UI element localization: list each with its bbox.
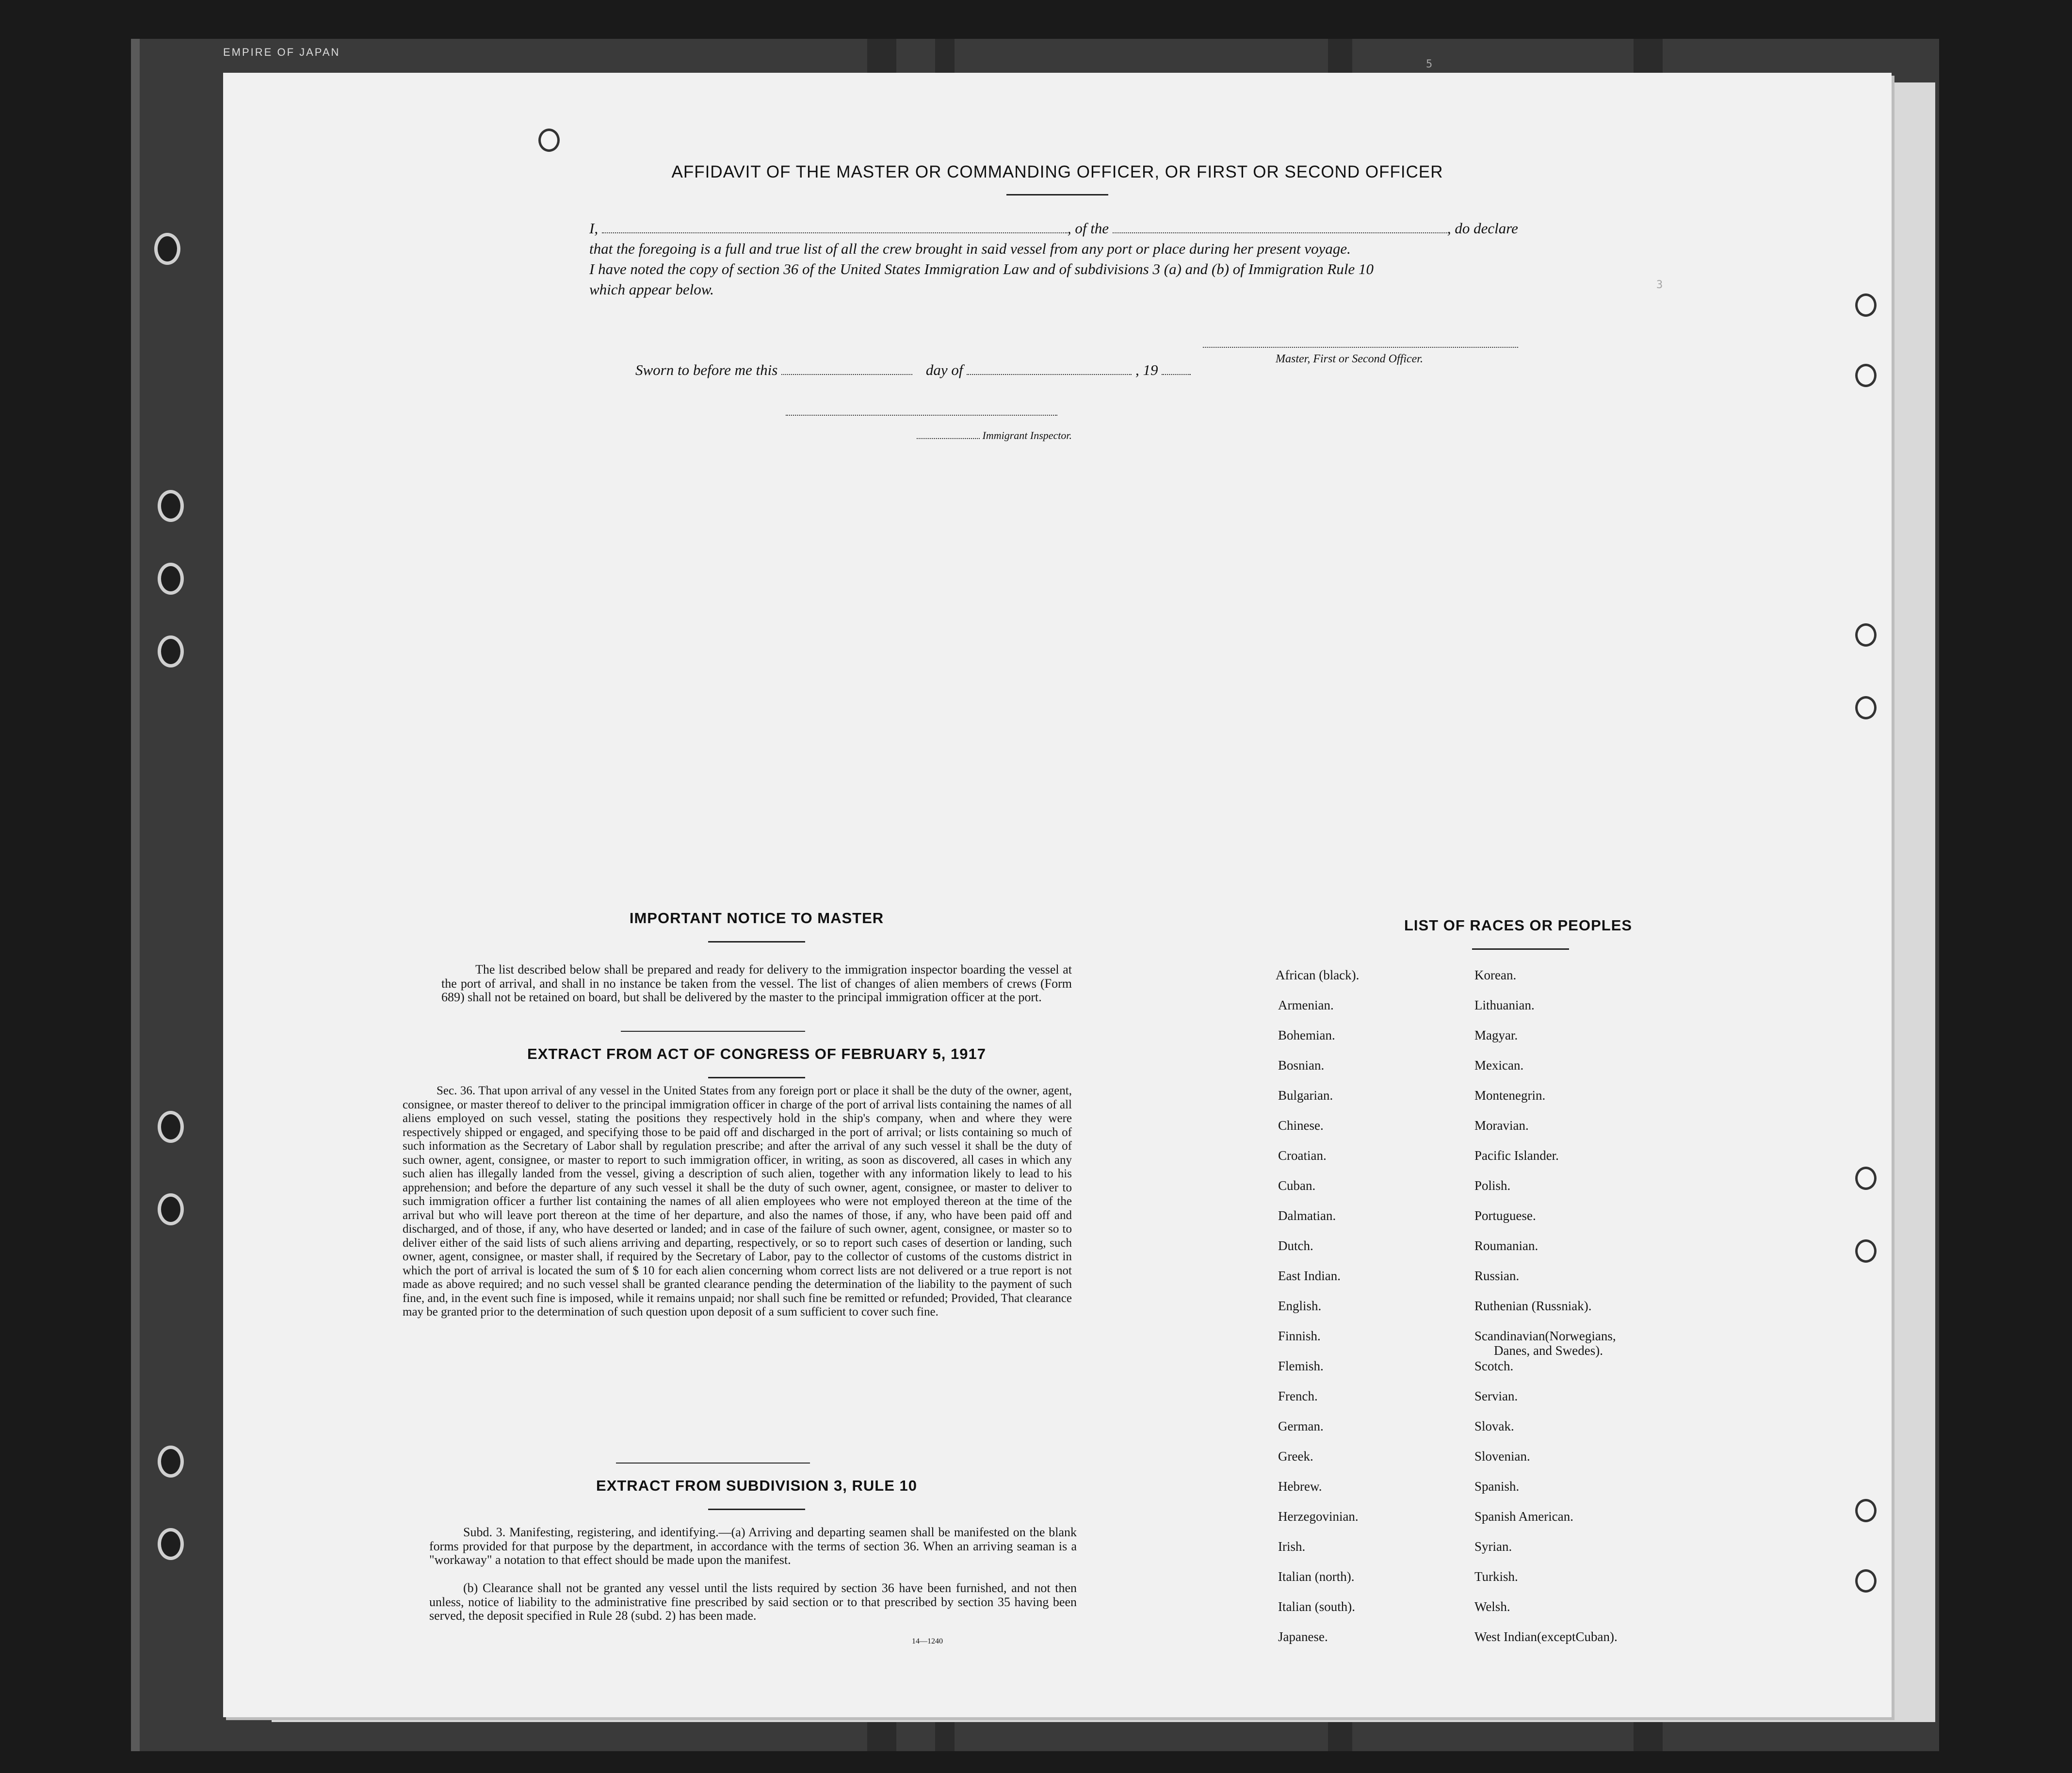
inspector-signature-line[interactable] — [786, 415, 1057, 416]
race-item: Flemish. — [1278, 1359, 1324, 1373]
notice-text: The list described below shall be prepared and ready for delivery to the immigration inspector boarding the vessel at the port of arrival, and shall in no instance be taken from the vessel. The list of changes of alien members of crews (Form 689) shall not be retained on board, but shall be delivered by the master to the principal immigration officer at the port. — [441, 962, 1072, 1004]
document-page — [223, 58, 1892, 1717]
race-item: Syrian. — [1474, 1539, 1512, 1554]
race-item: Turkish. — [1474, 1569, 1518, 1584]
race-item: Polish. — [1474, 1178, 1511, 1193]
race-item: Italian (north). — [1278, 1569, 1355, 1584]
race-item: Ruthenian (Russniak). — [1474, 1299, 1592, 1313]
race-item: West Indian(exceptCuban). — [1474, 1629, 1618, 1644]
races-title: LIST OF RACES OR PEOPLES — [1404, 917, 1633, 934]
punch-hole — [158, 635, 184, 667]
master-label: Master, First or Second Officer. — [1276, 353, 1423, 365]
race-item: Welsh. — [1474, 1599, 1510, 1614]
race-item: Russian. — [1474, 1269, 1520, 1283]
inspector-label-text: Immigrant Inspector. — [982, 429, 1072, 441]
form-number: 14—1240 — [912, 1637, 943, 1645]
race-item: Bohemian. — [1278, 1028, 1335, 1042]
divider — [708, 1509, 805, 1510]
sworn-day-field[interactable] — [781, 374, 912, 375]
race-item: Lithuanian. — [1474, 998, 1535, 1012]
punch-hole — [158, 1193, 184, 1225]
inspector-dots — [917, 438, 980, 439]
race-item: Japanese. — [1278, 1629, 1328, 1644]
punch-hole — [1855, 1239, 1877, 1263]
race-item: Spanish American. — [1474, 1509, 1573, 1524]
race-item: Servian. — [1474, 1389, 1518, 1403]
punch-hole — [1855, 623, 1877, 647]
sworn-line — [635, 361, 1191, 379]
affidavit-i: I, — [589, 220, 599, 237]
punch-hole — [1855, 364, 1877, 387]
race-item: African (black). — [1276, 968, 1360, 982]
year-label: , 19 — [1135, 361, 1158, 378]
affidavit-declare: , do declare — [1447, 220, 1518, 237]
race-item: Scotch. — [1474, 1359, 1514, 1373]
punch-hole — [158, 563, 184, 595]
punch-hole — [154, 233, 180, 265]
notice-title: IMPORTANT NOTICE TO MASTER — [629, 910, 884, 927]
race-item: Pacific Islander. — [1474, 1148, 1559, 1163]
race-item: Italian (south). — [1278, 1599, 1355, 1614]
extract-act-text: Sec. 36. That upon arrival of any vessel in the United States from any foreign port or place it shall be the duty of the owner, agent, consignee, or master thereof to deliver to the principal immigration officer in charge of the port of arrival lists containing the names of all aliens employed on such vessel, stating the positions they respectively hold in the ship's company, when and where they were respectively shipped or engaged, and specifying those to be paid off and discharged in the port of arrival; or lists containing so much of such information as the Secretary of Labor shall by regulation prescribe; and after the arrival of any such vessel it shall be the duty of such owner, agent, consignee, or master to report to such immigration officer, in writing, as soon as discovered, all cases in which any such alien has illegally landed from the vessel, giving a description of such alien, together with any information likely to lead to his apprehension; and before the departure of any such vessel it shall be the duty of such owner, agent, consignee, or master to deliver to such immigration officer a further list containing the names of all alien employees who were not employed thereon at the time of the arrival but who will leave port thereon at the time of her departure, and also the names of those, if any, who have been paid off and discharged, and of those, if any, who have deserted or landed; and in case of the failure of such owner, agent, consignee, or master so to deliver either of the said lists of such aliens arriving and departing, respectively, or so to report such cases of desertion or landing, such owner, agent, consignee, or master shall, if required by the Secretary of Labor, pay to the collector of customs of the customs district in which the port of arrival is located the sum of $ 10 for each alien concerning whom correct lists are not delivered or a true report is not made as above required; and no such vessel shall be granted clearance pending the determination of the liability to the payment of such fine, and, in the event such fine is imposed, while it remains unpaid; nor shall such fine be remitted or refunded; Provided, That clearance may be granted prior to the determination of such question upon deposit of a sum sufficient to cover such fine. — [403, 1084, 1072, 1318]
affidavit-line: which appear below. — [589, 281, 714, 298]
vessel-field[interactable] — [1113, 232, 1447, 233]
affidavit-line: that the foregoing is a full and true list of all the crew brought in said vessel from any port or place during her present voyage. — [589, 240, 1351, 257]
race-item: Moravian. — [1474, 1118, 1529, 1133]
affidavit-title: AFFIDAVIT OF THE MASTER OR COMMANDING OFFICER, OR FIRST OR SECOND OFFICER — [671, 163, 1443, 181]
divider — [708, 1077, 805, 1078]
punch-hole — [1855, 1167, 1877, 1190]
race-item: East Indian. — [1278, 1269, 1341, 1283]
affidavit-of-the: , of the — [1067, 220, 1109, 237]
race-item: Hebrew. — [1278, 1479, 1322, 1494]
day-of-label: day of — [925, 361, 963, 378]
sworn-year-field[interactable] — [1162, 374, 1191, 375]
name-field[interactable] — [602, 232, 1068, 233]
punch-hole — [158, 1528, 184, 1560]
punch-hole — [1855, 1499, 1877, 1522]
race-item: Danes, and Swedes). — [1494, 1343, 1603, 1358]
race-item: Spanish. — [1474, 1479, 1520, 1494]
race-item: Mexican. — [1474, 1058, 1524, 1073]
affidavit-body — [589, 218, 1530, 300]
punch-hole — [158, 1446, 184, 1478]
punch-hole — [158, 1111, 184, 1143]
race-item: Slovenian. — [1474, 1449, 1530, 1464]
race-item: Croatian. — [1278, 1148, 1327, 1163]
race-item: Cuban. — [1278, 1178, 1316, 1193]
race-item: Scandinavian(Norwegians, — [1474, 1329, 1616, 1343]
punch-hole — [1855, 1569, 1877, 1593]
race-item: Dutch. — [1278, 1238, 1313, 1253]
race-item: Bosnian. — [1278, 1058, 1325, 1073]
race-item: Bulgarian. — [1278, 1088, 1333, 1103]
sworn-label: Sworn to before me this — [635, 361, 778, 378]
divider — [1472, 948, 1569, 950]
race-item: Magyar. — [1474, 1028, 1518, 1042]
sworn-month-field[interactable] — [967, 374, 1132, 375]
extract-rule-text-b: (b) Clearance shall not be granted any vessel until the lists required by section 36 have been furnished, and not then unless, notice of liability to the administrative fine prescribed by said section or to that prescribed by section 35 having been served, the deposit specified in Rule 28 (subd. 2) has been made. — [429, 1581, 1077, 1623]
master-signature-line[interactable] — [1203, 347, 1518, 348]
race-item: English. — [1278, 1299, 1322, 1313]
race-item: Dalmatian. — [1278, 1208, 1336, 1223]
divider — [621, 1031, 805, 1032]
race-item: Finnish. — [1278, 1329, 1321, 1343]
race-item: Montenegrin. — [1474, 1088, 1546, 1103]
punch-hole — [538, 129, 560, 152]
punch-hole — [158, 490, 184, 522]
divider — [616, 1463, 810, 1464]
race-item: Korean. — [1474, 968, 1517, 982]
punch-hole — [1855, 293, 1877, 317]
race-item: French. — [1278, 1389, 1318, 1403]
divider — [1006, 194, 1108, 195]
extract-rule-title: EXTRACT FROM SUBDIVISION 3, RULE 10 — [596, 1477, 917, 1494]
race-item: Slovak. — [1474, 1419, 1514, 1433]
inspector-label — [917, 429, 1072, 442]
race-item: Roumanian. — [1474, 1238, 1538, 1253]
race-item: Greek. — [1278, 1449, 1313, 1464]
extract-act-title: EXTRACT FROM ACT OF CONGRESS OF FEBRUARY 5, 1917 — [527, 1045, 986, 1062]
race-item: Portuguese. — [1474, 1208, 1536, 1223]
affidavit-line: I have noted the copy of section 36 of the United States Immigration Law and of subdivisions 3 (a) and (b) of Immigration Rule 10 — [589, 260, 1374, 277]
race-item: German. — [1278, 1419, 1324, 1433]
header-strip: EMPIRE OF JAPAN — [223, 46, 340, 58]
divider — [708, 941, 805, 943]
punch-hole — [1855, 696, 1877, 719]
bleed-through-mark: 5 — [1426, 58, 1433, 70]
race-item: Chinese. — [1278, 1118, 1324, 1133]
bleed-through-mark: 3 — [1656, 279, 1663, 291]
race-item: Irish. — [1278, 1539, 1306, 1554]
race-item: Herzegovinian. — [1278, 1509, 1359, 1524]
extract-rule-text-a: Subd. 3. Manifesting, registering, and identifying.—(a) Arriving and departing seamen shall be manifested on the blank forms provided for that purpose by the department, in accordance with the terms of section 36. When an arriving seaman is a "workaway" a notation to that effect should be made upon the manifest. — [429, 1525, 1077, 1567]
race-item: Armenian. — [1278, 998, 1334, 1012]
